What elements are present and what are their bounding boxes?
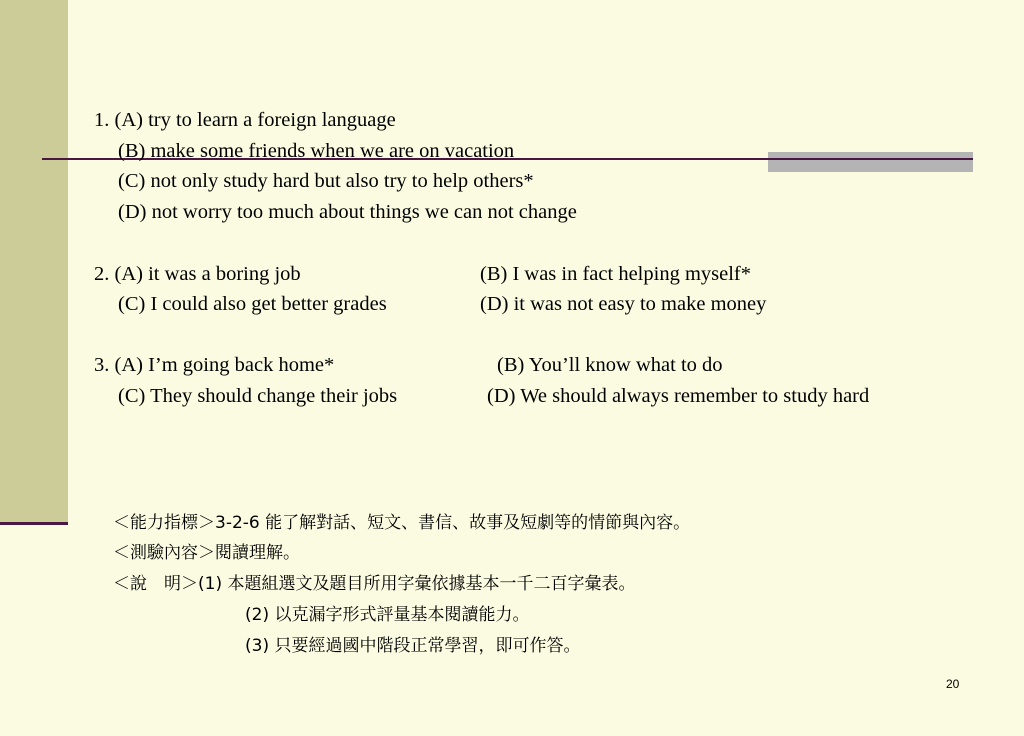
ability-indicator-note: ＜能力指標＞3-2-6 能了解對話、短文、書信、故事及短劇等的情節與內容。 [113, 513, 691, 533]
explanation-note-2: (2) 以克漏字形式評量基本閱讀能力。 [245, 605, 530, 625]
left-sidebar-rule [0, 522, 68, 525]
question-3-option-c: (C) They should change their jobs [118, 385, 398, 407]
explanation-note-1: ＜說 明＞(1) 本題組選文及題目所用字彙依據基本一千二百字彙表。 [113, 574, 636, 594]
question-2-option-c: (C) I could also get better grades [118, 293, 387, 315]
question-3-option-b: (B) You’ll know what to do [497, 354, 723, 376]
question-3-option-d: (D) We should always remember to study hard [487, 385, 870, 407]
decorative-rule-overlay [768, 158, 973, 160]
page-number: 20 [946, 677, 960, 691]
question-1-option-d: (D) not worry too much about things we can not change [118, 201, 577, 223]
question-1-option-b: (B) make some friends when we are on vacation [118, 140, 515, 162]
question-2-option-b: (B) I was in fact helping myself* [480, 263, 751, 285]
decorative-grey-block [768, 152, 973, 172]
question-1-option-a: 1. (A) try to learn a foreign language [94, 109, 396, 131]
explanation-note-3: (3) 只要經過國中階段正常學習，即可作答。 [245, 636, 581, 656]
test-content-note: ＜測驗內容＞閱讀理解。 [113, 543, 300, 563]
question-3-option-a: 3. (A) I’m going back home* [94, 354, 335, 376]
question-1-option-c: (C) not only study hard but also try to help others* [118, 170, 534, 192]
question-2-option-d: (D) it was not easy to make money [480, 293, 767, 315]
left-sidebar-band [0, 0, 68, 522]
question-2-option-a: 2. (A) it was a boring job [94, 263, 301, 285]
